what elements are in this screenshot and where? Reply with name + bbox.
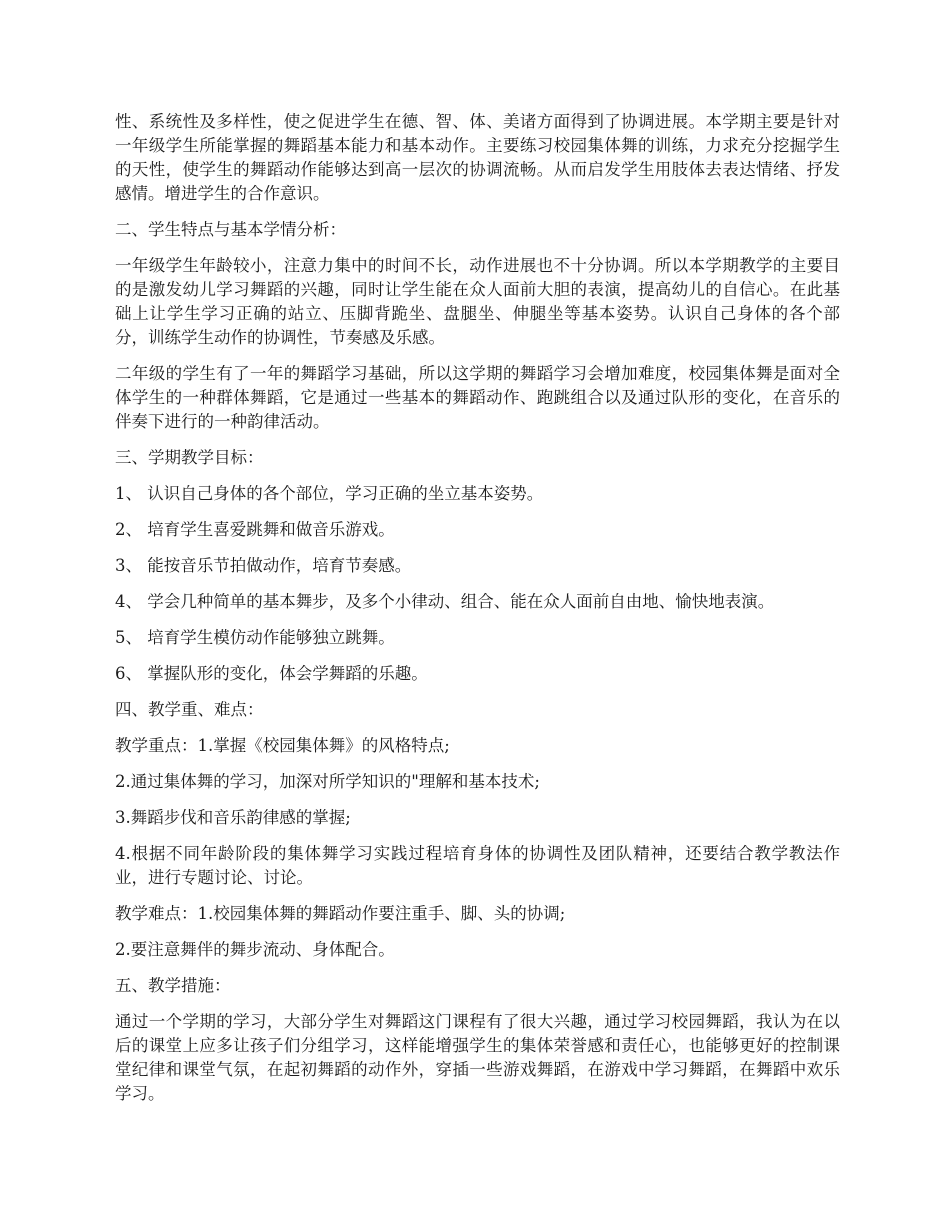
goal-item [115, 482, 840, 506]
section-heading-student-analysis: 二、学生特点与基本学情分析： [115, 220, 346, 239]
goal-number: 4、 [115, 592, 142, 611]
key-point-line: 4.根据不同年龄阶段的集体舞学习实践过程培育身体的协调性及团队精神，还要结合教学教法作业，进行专题讨论、讨论。 [115, 844, 840, 887]
difficulty-line: 2.要注意舞伴的舞步流动、身体配合。 [115, 940, 395, 959]
goal-number: 6、 [115, 664, 142, 683]
goal-text: 能按音乐节拍做动作，培育节奏感。 [142, 556, 412, 575]
paragraph-grade-one: 一年级学生年龄较小，注意力集中的时间不长，动作进展也不十分协调。所以本学期教学的主要目的是激发幼儿学习舞蹈的兴趣，同时让学生能在众人面前大胆的表演，提高幼儿的自信心。在此基础上让学生学习正确的站立、压脚背跪坐、盘腿坐、伸腿坐等基本姿势。认识自己身体的各个部分，训练学生动作的协调性，节奏感及乐感。 [115, 256, 840, 347]
goal-item [115, 590, 840, 614]
paragraph-teaching-measures: 通过一个学期的学习，大部分学生对舞蹈这门课程有了很大兴趣，通过学习校园舞蹈，我认为在以后的课堂上应多让孩子们分组学习，这样能增强学生的集体荣誉感和责任心，也能够更好的控制课堂纪律和课堂气氛，在起初舞蹈的动作外，穿插一些游戏舞蹈，在游戏中学习舞蹈，在舞蹈中欢乐学习。 [115, 1012, 840, 1103]
goal-number: 1、 [115, 484, 142, 503]
difficulty-line: 教学难点：1.校园集体舞的舞蹈动作要注重手、脚、头的协调; [115, 904, 566, 923]
key-point-line: 3.舞蹈步伐和音乐韵律感的掌握; [115, 808, 351, 827]
key-point-line: 教学重点：1.掌握《校园集体舞》的风格特点; [115, 736, 450, 755]
goal-text: 学会几种简单的基本舞步，及多个小律动、组合、能在众人面前自由地、愉快地表演。 [142, 592, 775, 611]
section-heading-key-points: 四、教学重、难点： [115, 700, 264, 719]
document-page [115, 110, 840, 1118]
goal-text: 认识自己身体的各个部位，学习正确的坐立基本姿势。 [142, 484, 544, 503]
goal-text: 培育学生模仿动作能够独立跳舞。 [142, 628, 395, 647]
goal-item [115, 626, 840, 650]
section-heading-teaching-goals: 三、学期教学目标： [115, 448, 264, 467]
paragraph-grade-two: 二年级的学生有了一年的舞蹈学习基础，所以这学期的舞蹈学习会增加难度，校园集体舞是面对全体学生的一种群体舞蹈，它是通过一些基本的舞蹈动作、跑跳组合以及通过队形的变化，在音乐的伴奏下进行的一种韵律活动。 [115, 364, 840, 431]
intro-paragraph: 性、系统性及多样性，使之促进学生在德、智、体、美诸方面得到了协调进展。本学期主要是针对一年级学生所能掌握的舞蹈基本能力和基本动作。主要练习校园集体舞的训练，力求充分挖掘学生的天性，使学生的舞蹈动作能够达到高一层次的协调流畅。从而启发学生用肢体去表达情绪、抒发感情。增进学生的合作意识。 [115, 112, 840, 203]
goal-number: 3、 [115, 556, 142, 575]
goal-text: 培育学生喜爱跳舞和做音乐游戏。 [142, 520, 395, 539]
goal-item [115, 518, 840, 542]
goal-item [115, 554, 840, 578]
key-point-line: 2.通过集体舞的学习，加深对所学知识的"理解和基本技术; [115, 772, 540, 791]
goal-text: 掌握队形的变化，体会学舞蹈的乐趣。 [142, 664, 428, 683]
goal-number: 5、 [115, 628, 142, 647]
goal-item [115, 662, 840, 686]
section-heading-teaching-measures: 五、教学措施： [115, 976, 231, 995]
goal-number: 2、 [115, 520, 142, 539]
